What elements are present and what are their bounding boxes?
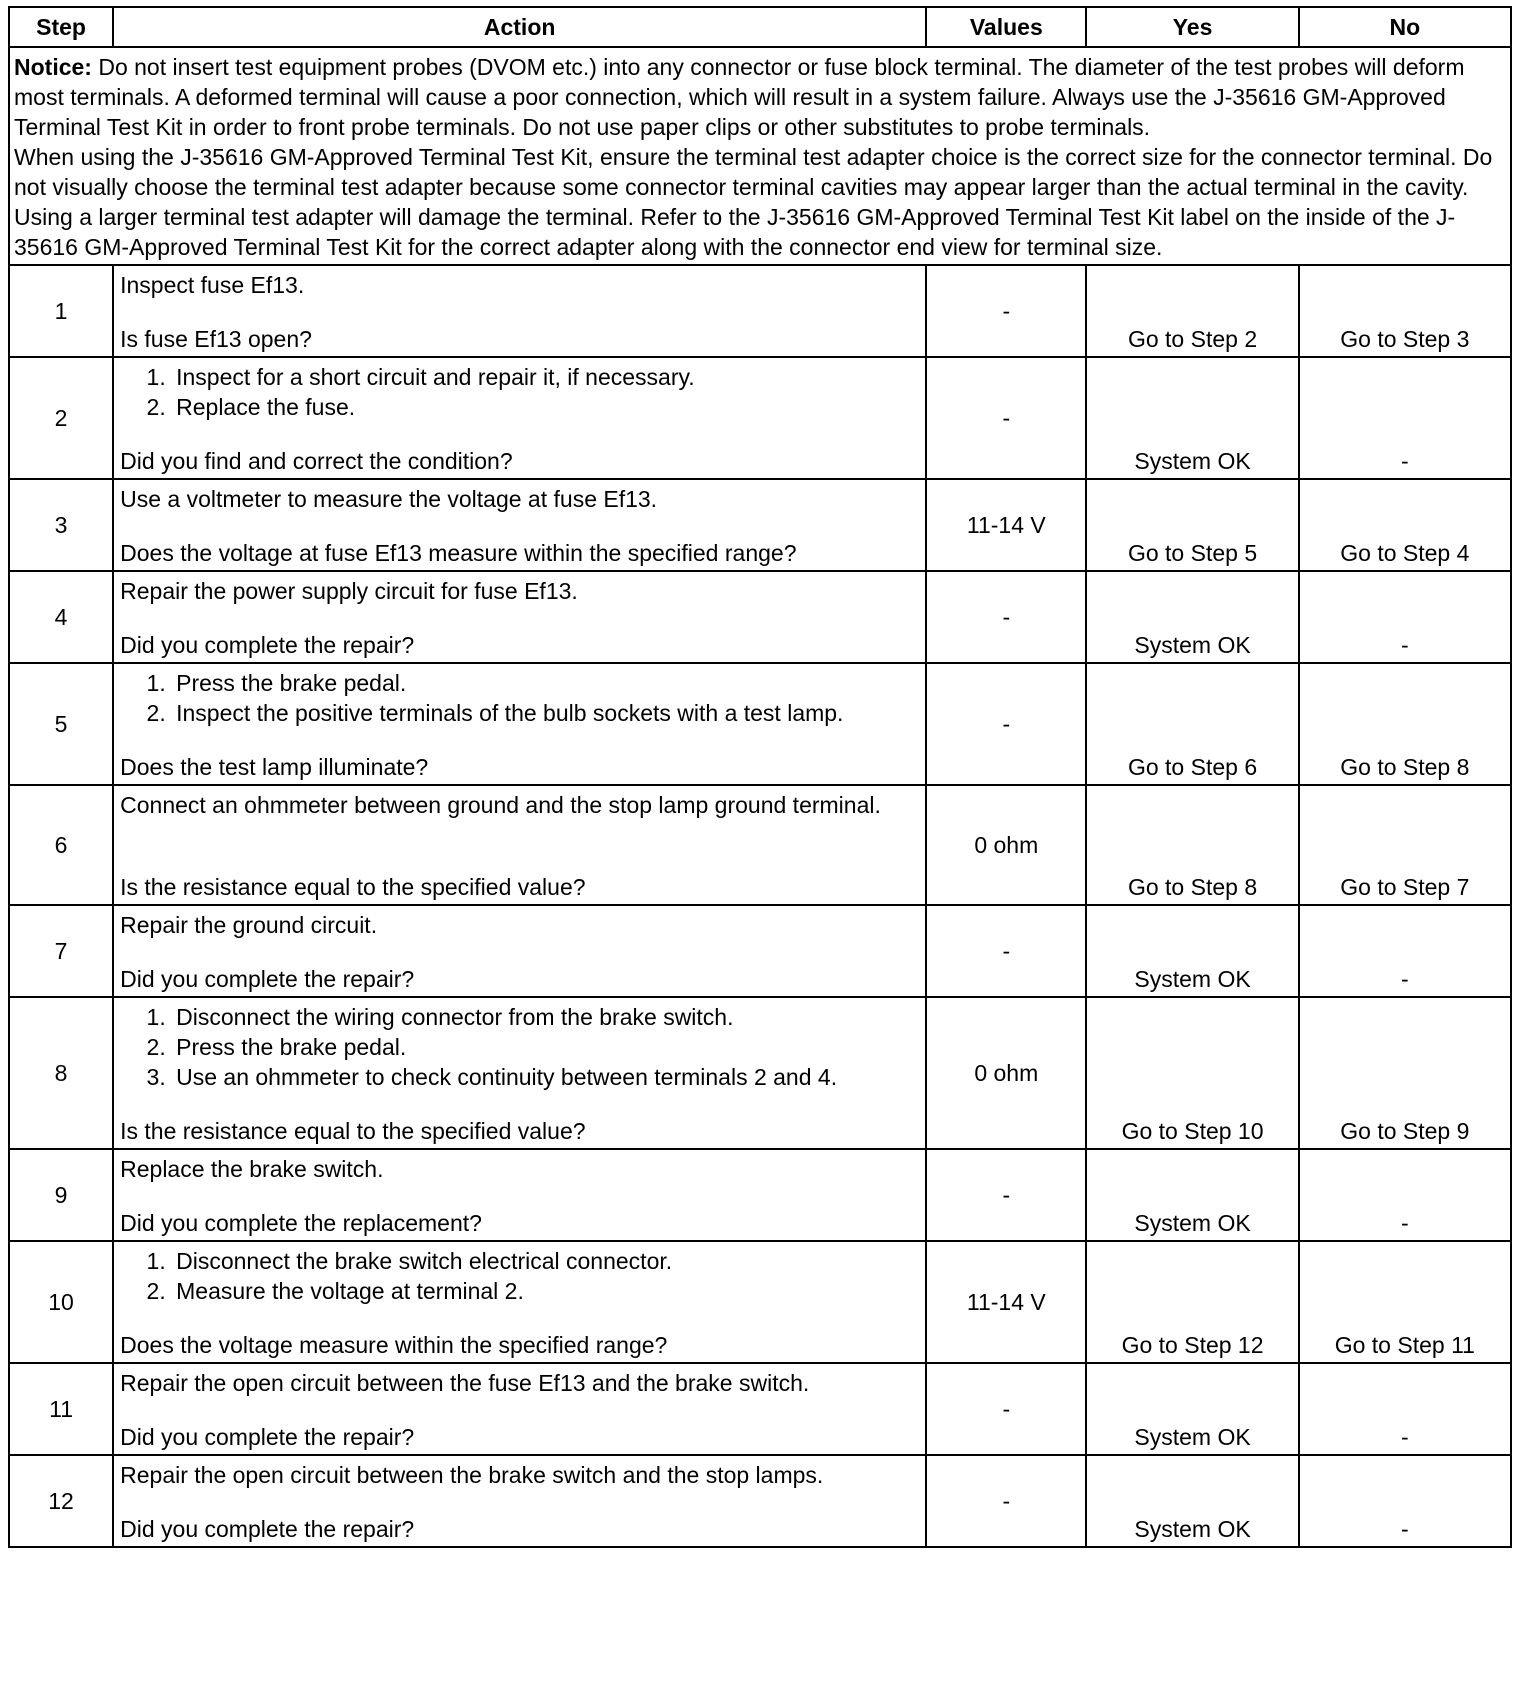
step-row: [9, 265, 1511, 357]
action-list-item: 2. Inspect the positive terminals of the bulb sockets with a test lamp.: [172, 698, 919, 728]
no-cell: Go to Step 7: [1299, 785, 1511, 905]
action-question: Did you complete the repair?: [120, 1516, 415, 1542]
action-cell: [113, 785, 926, 905]
step-number: 2: [9, 357, 113, 479]
action-question: Is the resistance equal to the specified value?: [120, 1118, 586, 1144]
notice-row: [9, 47, 1511, 265]
step-row: [9, 571, 1511, 663]
yes-cell: System OK: [1086, 905, 1298, 997]
header-yes: Yes: [1086, 7, 1298, 47]
action-instructions: [120, 910, 919, 940]
action-cell: [113, 1363, 926, 1455]
notice-label: Notice:: [14, 54, 92, 80]
action-list: [120, 668, 919, 728]
action-cell: [113, 357, 926, 479]
action-instructions: [120, 668, 919, 728]
action-list-item: 1. Disconnect the wiring connector from the brake switch.: [172, 1002, 919, 1032]
no-cell: Go to Step 8: [1299, 663, 1511, 785]
no-cell: -: [1299, 571, 1511, 663]
yes-cell: Go to Step 8: [1086, 785, 1298, 905]
action-list-item: 1. Disconnect the brake switch electrical connector.: [172, 1246, 919, 1276]
value-cell: -: [926, 1363, 1086, 1455]
action-cell: [113, 1455, 926, 1547]
action-cell: [113, 997, 926, 1149]
action-cell: [113, 663, 926, 785]
action-instructions: [120, 1154, 919, 1184]
step-row: [9, 1241, 1511, 1363]
step-row: [9, 997, 1511, 1149]
value-cell: -: [926, 663, 1086, 785]
action-list: [120, 1246, 919, 1306]
step-row: [9, 1455, 1511, 1547]
action-cell: [113, 265, 926, 357]
value-cell: 11-14 V: [926, 1241, 1086, 1363]
value-cell: -: [926, 905, 1086, 997]
header-values: Values: [926, 7, 1086, 47]
step-row: [9, 663, 1511, 785]
value-cell: -: [926, 571, 1086, 663]
action-list-item: 2. Press the brake pedal.: [172, 1032, 919, 1062]
action-cell: [113, 1149, 926, 1241]
yes-cell: System OK: [1086, 571, 1298, 663]
action-instructions: [120, 362, 919, 422]
action-list-item: 1. Inspect for a short circuit and repair it, if necessary.: [172, 362, 919, 392]
step-row: [9, 1149, 1511, 1241]
notice-text-1: Do not insert test equipment probes (DVOM etc.) into any connector or fuse block terminal. The diameter of the test probes will deform most terminals. A deformed terminal will cause a poor connection, which will result in a system failure. Always use the J-35616 GM-Approved Terminal Test Kit in order to front probe terminals. Do not use paper clips or other substitutes to probe terminals.: [14, 54, 1465, 140]
value-cell: 11-14 V: [926, 479, 1086, 571]
no-cell: Go to Step 11: [1299, 1241, 1511, 1363]
diagnostic-table: [8, 6, 1512, 1548]
no-cell: Go to Step 3: [1299, 265, 1511, 357]
no-cell: -: [1299, 357, 1511, 479]
step-number: 11: [9, 1363, 113, 1455]
action-question: Is fuse Ef13 open?: [120, 326, 312, 352]
action-text: Inspect fuse Ef13.: [120, 272, 305, 298]
action-text: Repair the power supply circuit for fuse Ef13.: [120, 578, 578, 604]
action-list-item: 1. Press the brake pedal.: [172, 668, 919, 698]
yes-cell: Go to Step 5: [1086, 479, 1298, 571]
action-list-item: 3. Use an ohmmeter to check continuity between terminals 2 and 4.: [172, 1062, 919, 1092]
value-cell: 0 ohm: [926, 997, 1086, 1149]
step-row: [9, 479, 1511, 571]
action-question: Did you complete the replacement?: [120, 1210, 482, 1236]
step-row: [9, 905, 1511, 997]
action-question: Does the voltage at fuse Ef13 measure within the specified range?: [120, 540, 797, 566]
notice-paragraph-1: [14, 52, 1506, 142]
action-cell: [113, 1241, 926, 1363]
action-list: [120, 1002, 919, 1092]
value-cell: -: [926, 1455, 1086, 1547]
header-step: Step: [9, 7, 113, 47]
no-cell: -: [1299, 1455, 1511, 1547]
step-number: 5: [9, 663, 113, 785]
header-no: No: [1299, 7, 1511, 47]
step-number: 8: [9, 997, 113, 1149]
action-text: Repair the open circuit between the brake switch and the stop lamps.: [120, 1462, 824, 1488]
yes-cell: System OK: [1086, 1455, 1298, 1547]
action-instructions: [120, 1460, 919, 1490]
action-instructions: [120, 1246, 919, 1306]
action-instructions: [120, 1368, 919, 1398]
yes-cell: System OK: [1086, 1149, 1298, 1241]
action-instructions: [120, 790, 919, 820]
action-question: Did you find and correct the condition?: [120, 448, 513, 474]
action-list-item: 2. Measure the voltage at terminal 2.: [172, 1276, 919, 1306]
value-cell: -: [926, 1149, 1086, 1241]
no-cell: -: [1299, 905, 1511, 997]
yes-cell: Go to Step 10: [1086, 997, 1298, 1149]
action-instructions: [120, 576, 919, 606]
action-text: Replace the brake switch.: [120, 1156, 384, 1182]
no-cell: -: [1299, 1149, 1511, 1241]
no-cell: Go to Step 9: [1299, 997, 1511, 1149]
action-question: Does the voltage measure within the specified range?: [120, 1332, 668, 1358]
header-row: [9, 7, 1511, 47]
step-row: [9, 1363, 1511, 1455]
yes-cell: Go to Step 2: [1086, 265, 1298, 357]
yes-cell: System OK: [1086, 357, 1298, 479]
step-number: 7: [9, 905, 113, 997]
no-cell: Go to Step 4: [1299, 479, 1511, 571]
yes-cell: Go to Step 12: [1086, 1241, 1298, 1363]
step-number: 6: [9, 785, 113, 905]
header-action: Action: [113, 7, 926, 47]
no-cell: -: [1299, 1363, 1511, 1455]
action-text: Repair the open circuit between the fuse Ef13 and the brake switch.: [120, 1370, 810, 1396]
value-cell: -: [926, 265, 1086, 357]
value-cell: -: [926, 357, 1086, 479]
notice-paragraph-2: [14, 142, 1506, 262]
action-list-item: 2. Replace the fuse.: [172, 392, 919, 422]
action-question: Did you complete the repair?: [120, 1424, 415, 1450]
action-cell: [113, 905, 926, 997]
step-row: [9, 785, 1511, 905]
action-question: Is the resistance equal to the specified value?: [120, 874, 586, 900]
notice-cell: [9, 47, 1511, 265]
value-cell: 0 ohm: [926, 785, 1086, 905]
action-text: Use a voltmeter to measure the voltage at fuse Ef13.: [120, 486, 658, 512]
yes-cell: Go to Step 6: [1086, 663, 1298, 785]
step-number: 12: [9, 1455, 113, 1547]
action-text: Connect an ohmmeter between ground and the stop lamp ground terminal.: [120, 792, 881, 818]
action-cell: [113, 571, 926, 663]
action-instructions: [120, 484, 919, 514]
action-instructions: [120, 1002, 919, 1092]
step-number: 4: [9, 571, 113, 663]
action-list: [120, 362, 919, 422]
step-row: [9, 357, 1511, 479]
action-question: Does the test lamp illuminate?: [120, 754, 429, 780]
step-number: 3: [9, 479, 113, 571]
action-text: Repair the ground circuit.: [120, 912, 378, 938]
action-instructions: [120, 270, 919, 300]
yes-cell: System OK: [1086, 1363, 1298, 1455]
step-number: 9: [9, 1149, 113, 1241]
action-question: Did you complete the repair?: [120, 632, 415, 658]
step-number: 1: [9, 265, 113, 357]
action-cell: [113, 479, 926, 571]
notice-text-2: When using the J-35616 GM-Approved Terminal Test Kit, ensure the terminal test adapter choice is the correct size for the connector terminal. Do not visually choose the terminal test adapter because some connector terminal cavities may appear larger than the actual terminal in the cavity. Using a larger terminal test adapter will damage the terminal. Refer to the J-35616 GM-Approved Terminal Test Kit label on the inside of the J-35616 GM-Approved Terminal Test Kit for the correct adapter along with the connector end view for terminal size.: [14, 144, 1493, 260]
step-number: 10: [9, 1241, 113, 1363]
action-question: Did you complete the repair?: [120, 966, 415, 992]
